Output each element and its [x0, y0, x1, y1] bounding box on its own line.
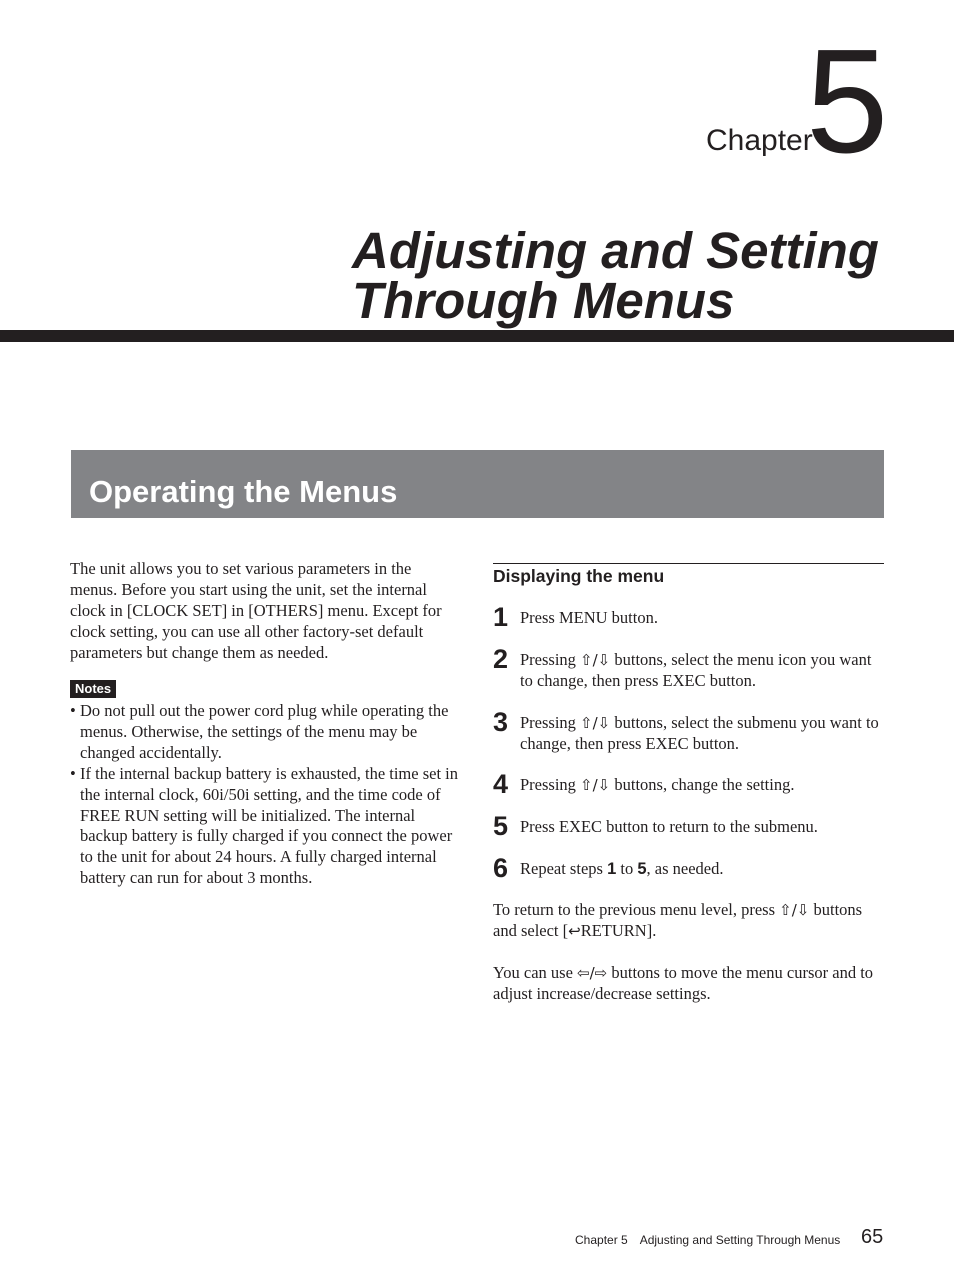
footer-title: Adjusting and Setting Through Menus: [639, 1233, 841, 1247]
title-rule: [0, 330, 954, 342]
return-text-post: RETURN].: [580, 920, 657, 940]
cursor-text-pre: You can use: [493, 963, 573, 982]
up-down-arrow-icon: ⇧/⇩: [580, 776, 611, 794]
note-item: • If the internal backup battery is exhausted, the time set in the internal clock, 60i/50i setting, and the time code of FREE RUN setting will be initialized. The internal backup battery is fully charged if you connect the power to the unit for about 24 hours. A fully charged internal battery can run for about 3 months.: [70, 764, 460, 889]
subsection-rule: [493, 563, 884, 564]
subsection-heading: Displaying the menu: [493, 566, 665, 586]
step-number: 4: [493, 769, 509, 799]
intro-paragraph: The unit allows you to set various parameters in the menus. Before you start using the unit, set the internal clock in [CLOCK SET] in [OTHERS] menu. Except for clock setting, you can use all other factory-set default parameters but change them as needed.: [70, 559, 442, 662]
step-text: Press MENU button.: [520, 608, 658, 627]
step-number: 2: [493, 644, 509, 674]
step-number: 6: [493, 853, 509, 883]
step-text-pre: Repeat steps: [520, 859, 603, 878]
return-paragraph: [493, 900, 884, 942]
chapter-title-line-2: Through Menus: [352, 272, 735, 329]
step-number: 3: [493, 707, 509, 737]
step-ref-to: 5: [637, 860, 647, 878]
step-text-mid: to: [620, 859, 634, 878]
step-text: [520, 859, 882, 880]
section-header-band: [71, 450, 884, 518]
chapter-label: Chapter: [706, 124, 813, 157]
footer-chapter: Chapter 5: [575, 1233, 628, 1247]
running-footer: [575, 1233, 840, 1247]
up-down-arrow-icon: ⇧/⇩: [779, 901, 810, 919]
note-item: • Do not pull out the power cord plug while operating the menus. Otherwise, the settings of the menu may be changed accidentally.: [70, 701, 460, 764]
up-down-arrow-icon: ⇧/⇩: [580, 714, 611, 732]
cursor-text-post: buttons to move the menu cursor and to adjust increase/decrease settings.: [493, 963, 874, 1003]
step-number: 5: [493, 811, 509, 841]
notes-list: [70, 701, 460, 889]
step-text: [520, 713, 882, 755]
step-text-post: , as needed.: [646, 859, 724, 878]
step-text: Press EXEC button to return to the submenu.: [520, 817, 818, 836]
left-right-arrow-icon: ⇦/⇨: [577, 964, 608, 982]
cursor-paragraph: [493, 963, 884, 1005]
chapter-number: 5: [806, 19, 889, 184]
up-down-arrow-icon: ⇧/⇩: [580, 651, 611, 669]
step-text-post: buttons, select the menu icon you want to change, then press EXEC button.: [520, 650, 872, 690]
step-ref-from: 1: [607, 860, 617, 878]
step-text-post: buttons, select the submenu you want to change, then press EXEC button.: [520, 713, 879, 753]
step-text-pre: Pressing: [520, 775, 576, 794]
step-number: 1: [493, 602, 509, 632]
return-icon: ↩: [568, 921, 581, 940]
step-text-pre: Pressing: [520, 713, 576, 732]
return-text-mid: buttons and select [: [493, 900, 863, 940]
notes-badge: Notes: [70, 680, 116, 698]
step-text: [520, 650, 882, 692]
chapter-title: [352, 222, 932, 329]
section-title: Operating the Menus: [89, 474, 398, 509]
step-text-pre: Pressing: [520, 650, 576, 669]
page-number: 65: [861, 1226, 884, 1248]
step-text-post: buttons, change the setting.: [614, 775, 795, 794]
chapter-title-line-1: Adjusting and Setting: [352, 222, 879, 279]
step-text: [520, 775, 882, 796]
return-text-pre: To return to the previous menu level, press: [493, 900, 776, 919]
